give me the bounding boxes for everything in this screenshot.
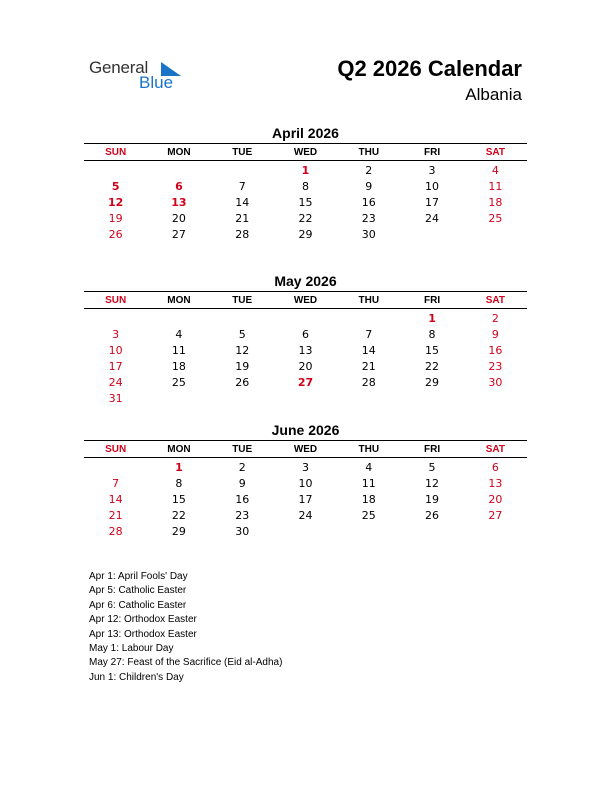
day-cell: 10 [108,343,123,357]
day-cell: 3 [112,327,120,341]
day-cell: 14 [361,343,376,357]
week-row [84,162,527,178]
day-cell: 20 [171,211,186,225]
day-cell: 22 [171,508,186,522]
day-cell: 25 [361,508,376,522]
weekday-label: WED [293,443,318,455]
day-cell: 13 [298,343,313,357]
day-cell: 17 [298,492,313,506]
day-cell: 24 [108,375,123,389]
weekday-label: SUN [105,294,127,306]
day-cell: 22 [298,211,313,225]
week-row [84,194,527,210]
day-cell: 7 [238,179,246,193]
day-cell: 17 [425,195,440,209]
weekday-label: MON [167,294,191,306]
day-cell: 23 [235,508,250,522]
weekday-label: SAT [485,443,505,455]
weekday-label: THU [358,146,380,158]
day-cell: 19 [108,211,123,225]
weekday-label: SAT [485,294,505,306]
day-cell: 28 [235,227,250,241]
day-cell: 11 [171,343,186,357]
week-row [84,326,527,342]
day-cell: 1 [301,163,310,177]
week-row [84,475,527,491]
day-cell: 18 [361,492,376,506]
day-cell: 14 [235,195,250,209]
day-cell: 30 [488,375,503,389]
day-cell: 29 [171,524,186,538]
day-cell: 16 [235,492,250,506]
day-cell: 23 [488,359,503,373]
day-cell: 21 [235,211,250,225]
weekday-label: FRI [423,294,441,306]
weekday-label: SUN [105,443,127,455]
day-cell: 4 [365,460,373,474]
month-calendar [84,272,527,406]
day-cell: 19 [235,359,250,373]
logo [89,58,189,94]
day-cell: 26 [108,227,123,241]
day-cell: 11 [361,476,376,490]
holiday-item: Apr 6: Catholic Easter [89,599,187,611]
day-cell: 5 [238,327,246,341]
day-cell: 4 [491,163,499,177]
weekday-header-row [84,143,527,161]
weekday-label: TUE [232,146,253,158]
day-cell: 8 [175,476,183,490]
day-cell: 9 [238,476,246,490]
weekday-label: MON [167,443,191,455]
day-cell: 5 [428,460,436,474]
weekday-label: SAT [485,146,505,158]
holiday-item: May 27: Feast of the Sacrifice (Eid al-Adha) [89,657,283,669]
day-cell: 12 [235,343,250,357]
day-cell: 1 [175,460,183,474]
day-cell: 4 [175,327,183,341]
month-title: April 2026 [272,125,339,141]
day-cell: 31 [108,391,123,405]
month-calendar [84,124,527,242]
day-cell: 21 [108,508,123,522]
weekday-label: SUN [105,146,127,158]
day-cell: 28 [108,524,123,538]
day-cell: 10 [425,179,440,193]
country-name: Albania [465,85,522,104]
holiday-item: Apr 13: Orthodox Easter [89,628,197,640]
day-cell: 12 [107,195,124,209]
day-cell: 30 [361,227,376,241]
holiday-item: Apr 1: April Fools' Day [89,571,188,582]
day-cell: 2 [238,460,246,474]
weekday-label: TUE [232,443,253,455]
day-cell: 2 [365,163,373,177]
day-cell: 6 [301,327,309,341]
weekday-label: MON [167,146,191,158]
week-row [84,507,527,523]
day-cell: 23 [361,211,376,225]
week-row [84,491,527,507]
day-cell: 10 [298,476,313,490]
day-cell: 9 [491,327,499,341]
month-title: June 2026 [271,422,340,438]
holiday-item: Jun 1: Children's Day [89,671,184,683]
week-row [84,310,527,326]
day-cell: 19 [425,492,440,506]
day-cell: 15 [298,195,313,209]
day-cell: 18 [171,359,186,373]
day-cell: 5 [111,179,120,193]
day-cell: 16 [361,195,376,209]
weekday-label: WED [293,146,318,158]
holiday-item: Apr 5: Catholic Easter [89,585,187,597]
day-cell: 25 [488,211,503,225]
day-cell: 15 [425,343,440,357]
day-cell: 20 [488,492,503,506]
day-cell: 27 [297,375,314,389]
day-cell: 28 [361,375,376,389]
day-cell: 22 [425,359,440,373]
weekday-label: FRI [423,146,441,158]
day-cell: 24 [298,508,313,522]
week-row [84,342,527,358]
week-row [84,459,527,475]
day-cell: 27 [171,227,186,241]
day-cell: 12 [425,476,440,490]
month-title: May 2026 [274,273,337,289]
day-cell: 13 [171,195,187,209]
weekday-label: TUE [232,294,253,306]
page-title: Q2 2026 Calendar [337,56,522,81]
day-cell: 7 [365,327,373,341]
day-cell: 13 [488,476,503,490]
day-cell: 29 [425,375,440,389]
logo-blue-text: Blue [139,73,174,92]
day-cell: 1 [428,311,436,325]
day-cell: 14 [108,492,123,506]
day-cell: 11 [488,179,503,193]
holiday-list [89,570,282,685]
holiday-item: Apr 12: Orthodox Easter [89,614,197,626]
day-cell: 7 [112,476,120,490]
week-row [84,374,527,390]
day-cell: 16 [488,343,503,357]
weekday-header-row [84,291,527,309]
month-calendar [84,421,527,539]
day-cell: 8 [301,179,309,193]
day-cell: 30 [235,524,250,538]
week-row [84,358,527,374]
day-cell: 27 [488,508,503,522]
day-cell: 3 [301,460,309,474]
holiday-item: May 1: Labour Day [89,643,174,655]
day-cell: 25 [171,375,186,389]
weekday-label: FRI [423,443,441,455]
day-cell: 24 [425,211,440,225]
weekday-label: WED [293,294,318,306]
week-row [84,226,527,242]
day-cell: 26 [235,375,250,389]
day-cell: 6 [491,460,499,474]
day-cell: 6 [175,179,183,193]
weekday-header-row [84,440,527,458]
day-cell: 15 [171,492,186,506]
day-cell: 20 [298,359,313,373]
weekday-label: THU [358,294,380,306]
logo-general-text: General [89,58,149,77]
day-cell: 3 [428,163,436,177]
day-cell: 9 [365,179,373,193]
day-cell: 26 [425,508,440,522]
day-cell: 29 [298,227,313,241]
day-cell: 8 [428,327,436,341]
day-cell: 21 [361,359,376,373]
day-cell: 18 [488,195,503,209]
week-row [84,210,527,226]
day-cell: 17 [108,359,123,373]
weekday-label: THU [358,443,380,455]
day-cell: 2 [491,311,499,325]
week-row [84,390,527,406]
week-row [84,523,527,539]
week-row [84,178,527,194]
